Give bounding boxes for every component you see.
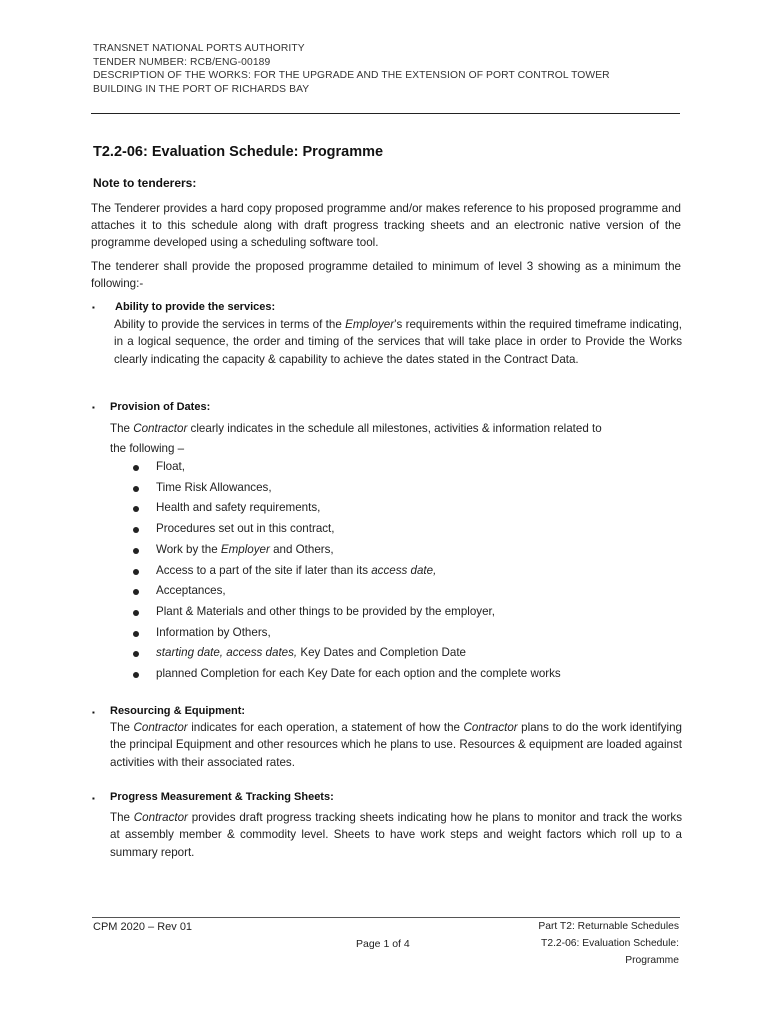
section-title-progress: Progress Measurement & Tracking Sheets: <box>110 791 334 803</box>
section-body-ability <box>114 316 682 368</box>
section-body-dates-line2: the following – <box>110 442 185 455</box>
page-title: T2.2-06: Evaluation Schedule: Programme <box>93 144 384 160</box>
footer-revision: CPM 2020 – Rev 01 <box>93 921 193 933</box>
bullet-dot-icon <box>133 506 139 512</box>
page-header <box>93 42 683 96</box>
emphasis-access-date: access date, <box>371 564 437 577</box>
list-item <box>156 646 466 659</box>
emphasis-contractor: Contractor <box>133 422 188 435</box>
note-heading: Note to tenderers: <box>93 176 197 190</box>
bullet-dot-icon <box>133 651 139 657</box>
section-body-progress <box>110 809 682 861</box>
text-run: The <box>110 721 134 734</box>
text-run: plans to do the work identifying the principal Equipment and other resources which he plans to use. Resources & equipment are loaded against activities with their associated rates. <box>110 721 682 769</box>
text-run: Ability to provide the services in terms of the <box>114 318 346 331</box>
text-run: indicates for each operation, a statement of how the <box>187 721 464 734</box>
emphasis-employer: Employer <box>220 543 270 556</box>
square-bullet-icon: ▪ <box>92 794 95 803</box>
text-run: Key Dates and Completion Date <box>297 646 466 659</box>
bullet-dot-icon <box>133 569 139 575</box>
square-bullet-icon: ▪ <box>92 403 95 412</box>
emphasis-contractor: Contractor <box>463 721 518 734</box>
list-item: Health and safety requirements, <box>156 501 321 514</box>
text-run: The <box>110 422 134 435</box>
bullet-dot-icon <box>133 610 139 616</box>
text-run: provides draft progress tracking sheets indicating how he plans to monitor and track the works at assembly member & commodity level. Sheets to have work steps and weight factors which roll up to a summary report. <box>110 811 682 859</box>
list-item: Float, <box>156 460 185 473</box>
header-authority: TRANSNET NATIONAL PORTS AUTHORITY <box>93 43 305 54</box>
header-divider <box>91 113 680 114</box>
emphasis-contractor: Contractor <box>133 811 188 824</box>
text-run: clearly indicates in the schedule all milestones, activities & information related to <box>187 422 602 435</box>
text-run: The <box>110 811 134 824</box>
list-item: Acceptances, <box>156 584 226 597</box>
section-body-dates <box>110 420 682 437</box>
section-body-resourcing <box>110 719 682 771</box>
bullet-dot-icon <box>133 631 139 637</box>
emphasis-employer: Employer <box>345 318 395 331</box>
section-title-dates: Provision of Dates: <box>110 401 211 413</box>
footer-part: Part T2: Returnable Schedules <box>538 921 679 932</box>
emphasis-contractor: Contractor <box>133 721 188 734</box>
text-run: Access to a part of the site if later than its <box>156 564 372 577</box>
list-item: Information by Others, <box>156 626 271 639</box>
square-bullet-icon: ▪ <box>92 708 95 717</box>
list-item: planned Completion for each Key Date for each option and the complete works <box>156 667 561 680</box>
list-item: Time Risk Allowances, <box>156 481 272 494</box>
bullet-dot-icon <box>133 548 139 554</box>
requirement-paragraph: The tenderer shall provide the proposed programme detailed to minimum of level 3 showing as a minimum the following:- <box>91 260 681 290</box>
bullet-dot-icon <box>133 465 139 471</box>
list-item <box>156 564 436 577</box>
section-title-resourcing: Resourcing & Equipment: <box>110 705 246 717</box>
section-title-ability: Ability to provide the services: <box>115 301 276 313</box>
list-item: Plant & Materials and other things to be provided by the employer, <box>156 605 495 618</box>
list-item: Procedures set out in this contract, <box>156 522 335 535</box>
text-run: Work by the <box>156 543 221 556</box>
header-tender-number: TENDER NUMBER: RCB/ENG-00189 <box>93 56 271 68</box>
footer-schedule-cont: Programme <box>625 955 679 966</box>
bullet-dot-icon <box>133 672 139 678</box>
emphasis-dates: starting date, access dates, <box>156 646 298 659</box>
bullet-dot-icon <box>133 589 139 595</box>
square-bullet-icon: ▪ <box>92 303 95 312</box>
page-number: Page 1 of 4 <box>356 938 410 950</box>
bullet-dot-icon <box>133 527 139 533</box>
bullet-dot-icon <box>133 486 139 492</box>
header-description: DESCRIPTION OF THE WORKS: FOR THE UPGRADE AND THE EXTENSION OF PORT CONTROL TOWER <box>93 70 610 81</box>
text-run: and Others, <box>269 543 334 556</box>
header-description-cont: BUILDING IN THE PORT OF RICHARDS BAY <box>93 83 310 95</box>
footer-schedule: T2.2-06: Evaluation Schedule: <box>541 938 679 949</box>
intro-paragraph: The Tenderer provides a hard copy proposed programme and/or makes reference to his proposed programme and attaches it to this schedule along with draft progress tracking sheets and an electronic native version of the programme developed using a scheduling software tool. <box>91 202 681 249</box>
footer-section-info <box>538 918 679 969</box>
text-run: ’s requirements within the required timeframe indicating, in a logical sequence, the order and timing of the services that will take place in order to Provide the Works clearly indicating the capacity & capability to achieve the dates stated in the Contract Data. <box>114 318 682 366</box>
list-item <box>156 543 334 556</box>
